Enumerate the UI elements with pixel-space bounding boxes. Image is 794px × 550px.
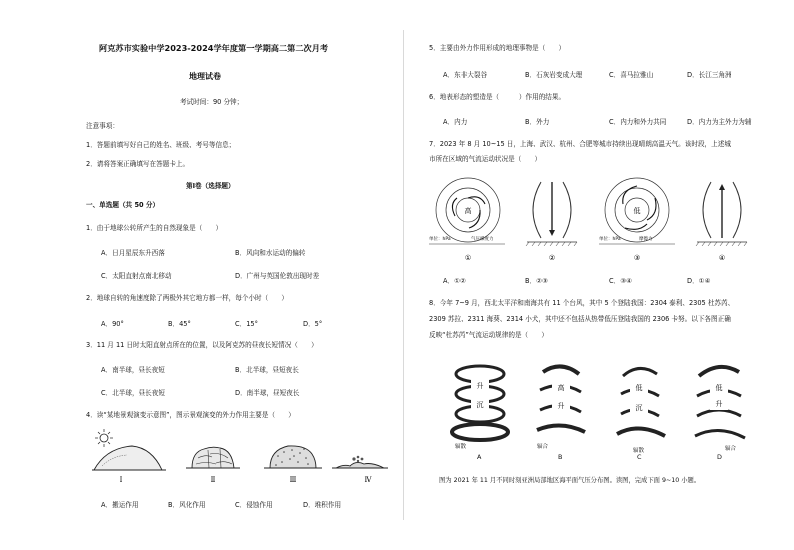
q7-option-d[interactable]: D．①④ xyxy=(687,277,711,285)
q5-option-d[interactable]: D．长江三角洲 xyxy=(687,71,732,79)
sinking-label-a: 沉 xyxy=(476,401,484,409)
fig7-label-4: ④ xyxy=(718,254,726,262)
typhoon-airflow-figure xyxy=(425,352,770,464)
q7-stem-line-2: 市所在区域的气流运动状况是（ ） xyxy=(429,155,542,163)
q3-option-a[interactable]: A．南半球，昼长夜短 xyxy=(101,366,165,374)
q6-option-d[interactable]: D．内力为主外力为辅 xyxy=(687,118,752,126)
q7-option-b[interactable]: B．②③ xyxy=(525,277,548,285)
section-title: 一、单选题（共 50 分） xyxy=(86,201,160,209)
q4-stem: 4．读“某地景观演变示意图”，图示景观演变的外力作用主要是（ ） xyxy=(86,411,295,419)
landscape-stage-3 xyxy=(264,446,322,468)
fig7-label-2: ② xyxy=(548,254,556,262)
q8-stem-line-3: 反映“杜苏芮”气流运动规律的是（ ） xyxy=(429,331,548,339)
q5-stem: 5．主要由外力作用形成的地理事物是（ ） xyxy=(429,44,566,52)
typhoon-diagram-b xyxy=(537,366,585,450)
q1-stem: 1．由于地球公转所产生的自然现象是（ ） xyxy=(86,224,223,232)
q7-option-a[interactable]: A．①② xyxy=(443,277,466,285)
q7-stem-line-1: 7．2023 年 8 月 10~15 日，上海、武汉、杭州、合肥等城市持续出现晴朗高温天气。该时段，上述城 xyxy=(429,140,731,148)
note-2: 2．请将答案正确填写在答题卡上。 xyxy=(86,160,190,168)
rising-label-b: 升 xyxy=(557,402,565,410)
notes-heading: 注意事项： xyxy=(86,122,119,130)
fig8-label-d: D xyxy=(717,453,722,461)
typhoon-diagram-a xyxy=(452,366,508,450)
q3-option-c[interactable]: C．北半球，昼长夜短 xyxy=(101,389,165,397)
q5-option-c[interactable]: C．喜马拉雅山 xyxy=(609,71,654,79)
q4-option-b[interactable]: B．风化作用 xyxy=(168,501,206,509)
right-column xyxy=(405,0,794,550)
landscape-stage-4 xyxy=(332,456,388,468)
diverge-label-a: 辐散 xyxy=(455,444,467,450)
q1-option-a[interactable]: A．日月星辰东升西落 xyxy=(101,249,165,257)
q2-option-c[interactable]: C．15° xyxy=(235,320,258,328)
q2-option-b[interactable]: B．45° xyxy=(168,320,191,328)
high-label-1: 高 xyxy=(464,207,472,215)
airflow-pressure-figure xyxy=(425,176,770,268)
q2-option-a[interactable]: A．90° xyxy=(101,320,124,328)
fig-label-4: Ⅳ xyxy=(364,476,372,484)
converge-label-d: 辐合 xyxy=(725,446,737,452)
pressure-label-1: 气压梯度力 xyxy=(471,237,494,242)
airflow-diagram-3 xyxy=(599,178,675,244)
typhoon-diagram-c xyxy=(617,368,665,454)
landscape-stage-2 xyxy=(186,447,240,468)
airflow-diagram-2 xyxy=(526,182,577,246)
q6-option-c[interactable]: C．内力和外力共同 xyxy=(609,118,667,126)
high-label-b: 高 xyxy=(557,384,565,392)
subject-title: 地理试卷 xyxy=(189,72,221,81)
q6-option-b[interactable]: B．外力 xyxy=(525,118,550,126)
q1-option-b[interactable]: B．风向和水运动的偏转 xyxy=(235,249,306,257)
column-divider xyxy=(403,30,404,520)
airflow-diagram-4 xyxy=(696,182,747,246)
sun-icon xyxy=(95,429,113,447)
low-label-c: 低 xyxy=(635,384,643,392)
airflow-diagram-1 xyxy=(429,178,505,244)
landscape-evolution-figure xyxy=(92,428,392,486)
q6-option-a[interactable]: A．内力 xyxy=(443,118,468,126)
diverge-label-c: 辐散 xyxy=(633,448,645,454)
note-1: 1．答题前填写好自己的姓名、班级、考号等信息； xyxy=(86,141,236,149)
q4-option-c[interactable]: C．侵蚀作用 xyxy=(235,501,273,509)
fig7-label-3: ③ xyxy=(633,254,641,262)
q8-stem-line-1: 8．今年 7~9 月，西北太平洋和南海共有 11 个台风，其中 5 个登陆我国：2304 泰利、2305 杜苏芮、 xyxy=(429,299,735,307)
q7-option-c[interactable]: C．③④ xyxy=(609,277,633,285)
q4-option-d[interactable]: D．堆积作用 xyxy=(303,501,342,509)
unit-label-1: 单位：hPa xyxy=(429,237,451,242)
friction-label-3: 摩擦力 xyxy=(639,237,653,242)
landscape-stage-1 xyxy=(92,446,166,470)
q6-stem: 6．地表形态的塑造是（ ）作用的结果。 xyxy=(429,93,566,101)
q3-stem: 3．11 月 11 日时太阳直射点所在的位置，以及阿克苏的昼夜长短情况（ ） xyxy=(86,341,318,349)
low-label-3: 低 xyxy=(633,207,641,215)
fig7-label-1: ① xyxy=(464,254,472,262)
q5-option-b[interactable]: B．石灰岩变成大理 xyxy=(525,71,583,79)
q2-stem: 2．地球自转的角速度除了两极外其它地方都一样，每个小时（ ） xyxy=(86,294,289,302)
q8-stem-line-2: 2309 苏拉、2311 海葵、2314 小犬，其中还不包括从热带低压登陆我国的 2306 卡努。以下各图正确 xyxy=(429,315,731,323)
typhoon-diagram-d xyxy=(695,367,745,452)
fig8-label-c: C xyxy=(637,453,642,461)
rising-label-d: 升 xyxy=(715,400,723,408)
q3-option-d[interactable]: D．南半球，昼短夜长 xyxy=(235,389,300,397)
sinking-label-c: 沉 xyxy=(635,404,643,412)
fig-label-3: Ⅲ xyxy=(289,476,297,484)
converge-label-b: 辐合 xyxy=(537,444,549,450)
fig-label-1: Ⅰ xyxy=(119,476,123,484)
figure-caption: 图为 2021 年 11 月不同时刻亚洲局部地区海平面气压分布图。读图，完成下面 9~10 小题。 xyxy=(439,477,701,484)
fig-label-2: Ⅱ xyxy=(210,476,216,484)
q1-option-d[interactable]: D．广州与英国伦敦出现时差 xyxy=(235,272,320,280)
fig8-label-b: B xyxy=(558,453,563,461)
rising-label-a: 升 xyxy=(476,382,484,390)
q3-option-b[interactable]: B．北半球，昼短夜长 xyxy=(235,366,299,374)
q1-option-c[interactable]: C．太阳直射点南北移动 xyxy=(101,272,172,280)
low-label-d: 低 xyxy=(715,384,723,392)
exam-time: 考试时间：90 分钟； xyxy=(180,98,244,106)
fig8-label-a: A xyxy=(477,453,482,461)
q2-option-d[interactable]: D．5° xyxy=(303,320,323,328)
unit-label-3: 单位：hPa xyxy=(599,237,621,242)
q4-option-a[interactable]: A．搬运作用 xyxy=(101,501,139,509)
exam-title: 阿克苏市实验中学2023-2024学年度第一学期高二第二次月考 xyxy=(99,43,329,53)
q5-option-a[interactable]: A．东非大裂谷 xyxy=(443,71,488,79)
volume-title: 第Ⅰ卷（选择题） xyxy=(186,182,235,190)
